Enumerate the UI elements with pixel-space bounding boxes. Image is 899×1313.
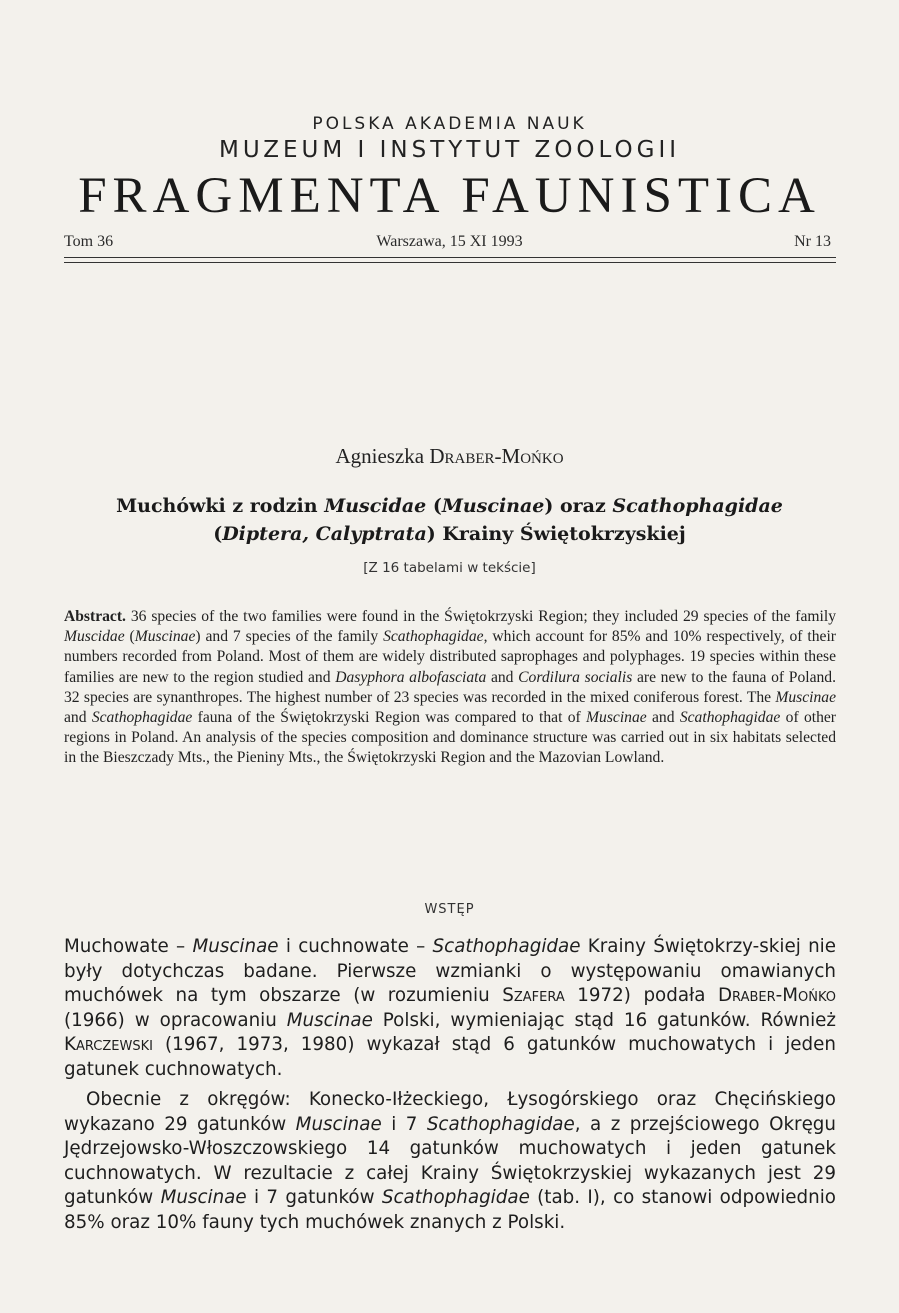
table-count-note: [Z 16 tabelami w tekście] — [363, 560, 536, 576]
author-last-name: Draber-Mońko — [429, 444, 564, 468]
volume-number: Tom 36 — [64, 233, 114, 250]
title-taxon: Diptera, Calyptrata — [222, 523, 427, 545]
paragraph-taxon: Scathophagidae — [381, 1187, 530, 1209]
abstract-taxon: Scathophagidae — [383, 628, 484, 646]
paragraph-text: i 7 gatunków — [246, 1187, 382, 1209]
paragraph-text: (tab. I), co stanowi odpowiednio 85% oraz 10% fauny tych muchówek znanych z Polski. — [64, 1187, 836, 1233]
article-title-line-2 — [0, 523, 899, 545]
title-taxon: Muscinae — [441, 495, 545, 517]
abstract-text: and — [486, 668, 519, 686]
cited-author: Karczewski — [64, 1034, 153, 1056]
article-title-line-1 — [0, 495, 899, 517]
abstract-text: of other regions in Poland. An analysis of the species composition and dominance structure was carried out in six habitats selected in the Bieszczady Mts., the Pieniny Mts., the Świętokrzyski Region and the Mazovian Lowland. — [64, 709, 837, 767]
issue-number: Nr 13 — [794, 233, 831, 250]
section-heading-introduction: WSTĘP — [424, 902, 475, 917]
abstract-label: Abstract. — [64, 608, 126, 625]
institution-academy: POLSKA AKADEMIA NAUK — [312, 114, 587, 134]
cited-author: Szafera — [502, 985, 565, 1007]
abstract-taxon: Muscinae — [775, 688, 836, 706]
publication-place-date: Warszawa, 15 XI 1993 — [376, 233, 523, 250]
abstract-text: 36 species of the two families were found in the Świętokrzyski Region; they included 29 species of the family — [125, 608, 836, 625]
institution-museum: MUZEUM I INSTYTUT ZOOLOGII — [218, 137, 681, 163]
paragraph-text: , a z przejściowego Okręgu Jędrzejowsko-Włoszczowskiego 14 gatunków muchowatych i jeden gatunek cuchnowatych. W rezultacie z całej Krainy Świętokrzyskiej wykazanych jest 29 gatunków — [64, 1113, 837, 1209]
paragraph-taxon: Muscinae — [160, 1187, 247, 1209]
paragraph-taxon: Scathophagidae — [426, 1113, 575, 1135]
abstract-text: and — [64, 709, 92, 727]
abstract-taxon: Muscinae — [134, 628, 196, 646]
paragraph-taxon: Scathophagidae — [432, 936, 581, 957]
abstract-taxon: Muscidae — [64, 628, 125, 646]
title-text: ) oraz — [544, 495, 613, 517]
abstract-taxon: Scathophagidae — [91, 709, 193, 727]
title-text: Muchówki z rodzin — [116, 495, 325, 517]
title-taxon: Muscidae — [324, 495, 427, 517]
paragraph-text: i cuchnowate – — [278, 936, 433, 957]
abstract-text: and — [646, 709, 680, 727]
abstract-text: ( — [124, 628, 135, 646]
paragraph-text: Krainy Świętokrzy-skiej nie były dotychczas badane. Pierwsze wzmianki o występowaniu omawianych muchówek na tym obszarze (w rozumieniu — [64, 936, 836, 1007]
cited-author: Draber-Mońko — [717, 985, 836, 1007]
abstract — [64, 607, 836, 769]
abstract-text: are new to the fauna of Poland. 32 species are synanthropes. The highest number of 23 species was recorded in the mixed coniferous forest. The — [64, 668, 837, 706]
header-rule-top — [64, 257, 836, 258]
abstract-taxon: Cordilura socialis — [518, 668, 633, 686]
title-text: ( — [426, 495, 442, 517]
paragraph-text: (1966) w opracowaniu — [64, 1009, 287, 1031]
paragraph-text: Obecnie z okręgów: Konecko-Iłżeckiego, Łysogórskiego oraz Chęcińskiego wykazano 29 gatunków — [64, 1089, 836, 1135]
abstract-taxon: Muscinae — [586, 709, 647, 727]
title-text: ( — [213, 523, 223, 545]
paragraph-taxon: Muscinae — [295, 1113, 382, 1135]
paragraph-text: 1972) podała — [564, 985, 718, 1007]
author-first-name: Agnieszka — [335, 444, 430, 468]
abstract-text: , which account for 85% and 10% respectively, of their numbers recorded from Poland. Most of them are widely distributed saprophages and polyphages. 19 species within these families are new to the region studied and — [64, 628, 836, 686]
paragraph-text: Polski, wymieniając stąd 16 gatunków. Również — [372, 1009, 836, 1031]
title-taxon: Scathophagidae — [612, 495, 783, 517]
body-paragraph-2 — [64, 1088, 836, 1236]
paragraph-text: Muchowate – — [64, 936, 193, 957]
article-author — [0, 444, 899, 469]
abstract-taxon: Dasyphora albofasciata — [335, 668, 487, 686]
abstract-taxon: Scathophagidae — [679, 709, 781, 727]
abstract-text: fauna of the Świętokrzyski Region was compared to that of — [192, 709, 587, 727]
paragraph-text: i 7 — [381, 1113, 427, 1135]
body-paragraph-1 — [64, 935, 836, 1083]
abstract-text: ) and 7 species of the family — [195, 628, 384, 646]
journal-title: FRAGMENTA FAUNISTICA — [78, 168, 821, 224]
header-rule-bottom — [64, 262, 836, 263]
title-text: ) Krainy Świętokrzyskiej — [426, 523, 686, 545]
paragraph-text: (1967, 1973, 1980) wykazał stąd 6 gatunków muchowatych i jeden gatunek cuchnowatych. — [64, 1034, 836, 1080]
paragraph-taxon: Muscinae — [286, 1009, 373, 1031]
paragraph-taxon: Muscinae — [192, 936, 279, 957]
